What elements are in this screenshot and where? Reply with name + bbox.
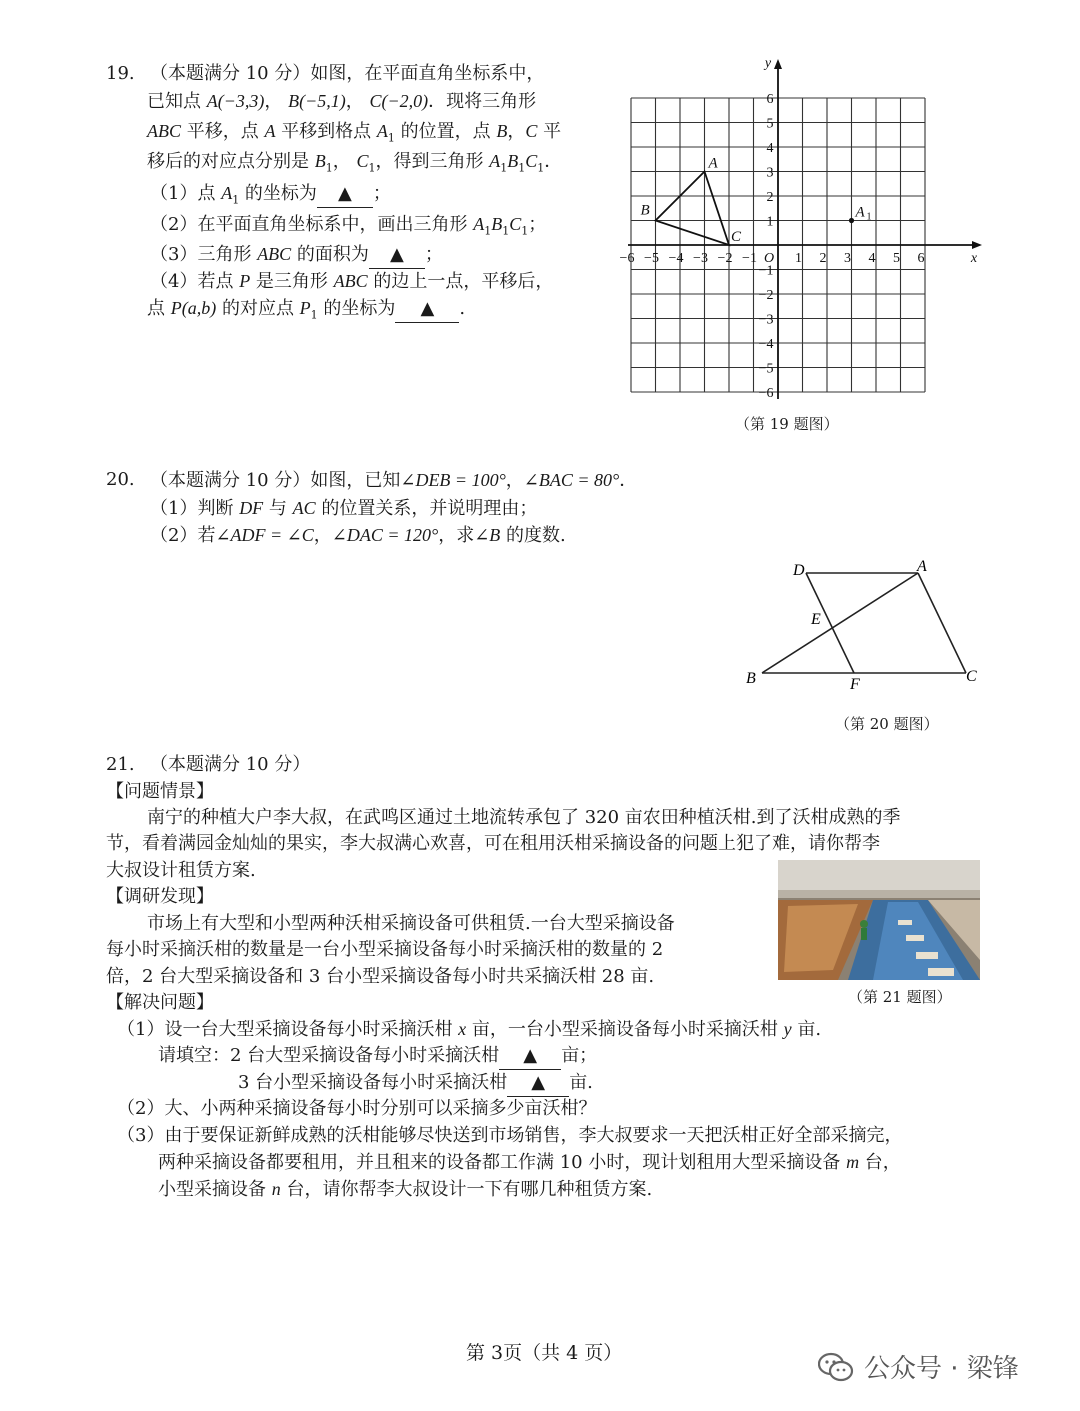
x-tick-label: 5	[893, 251, 900, 266]
label-f: F	[850, 676, 860, 693]
y-tick-label: 6	[766, 92, 774, 107]
q21-header: （本题满分 10 分）	[150, 754, 311, 775]
y-tick-label: −5	[758, 361, 774, 377]
y-tick-label: 5	[766, 116, 774, 132]
answer-blank-4[interactable]: ▲	[395, 296, 459, 323]
q19-part1: （1）点 $A_1$ 的坐标为 ▲ ；	[150, 183, 391, 207]
research-line-3: 倍，2 台大型采摘设备和 3 台小型采摘设备每小时共采摘沃柑 28 亩.	[106, 966, 655, 987]
label-c: C	[966, 668, 977, 685]
context-line-1: 南宁的种植大户李大叔，在武鸣区通过土地流转承包了 320 亩农田种植沃柑.到了沃柑成熟的季	[147, 807, 901, 828]
x-tick-label: −1	[742, 251, 757, 266]
x-tick-label: −4	[668, 251, 684, 266]
watermark-text: 公众号 · 梁锋	[864, 1354, 1019, 1384]
coordinate-grid-figure	[620, 55, 990, 405]
context-line-3: 大叔设计租赁方案.	[106, 860, 256, 881]
label-e: E	[811, 611, 821, 628]
x-tick-label: −6	[620, 251, 635, 266]
y-tick-label: −4	[758, 337, 774, 352]
y-tick-label: −6	[758, 386, 774, 401]
y-tick-label: −1	[758, 263, 774, 279]
y-tick-label: 3	[766, 165, 774, 181]
harvest-warehouse-photo	[778, 860, 980, 980]
q19-part4: （4）若点 P 是三角形 ABC 的边上一点，平移后，	[150, 271, 554, 292]
q19-part3: （3）三角形 ABC 的面积为 ▲ ；	[150, 241, 443, 269]
x-tick-label: 4	[868, 251, 876, 266]
x-tick-label: 1	[795, 251, 802, 266]
x-tick-label: −2	[717, 251, 733, 266]
answer-blank-large[interactable]: ▲	[499, 1043, 561, 1070]
q19-part2: （2）在平面直角坐标系中，画出三角形 $A_1B_1C_1$；	[150, 214, 547, 238]
y-tick-label: 2	[766, 190, 774, 205]
answer-blank-small[interactable]: ▲	[507, 1070, 569, 1097]
y-tick-label: −2	[758, 288, 774, 303]
q19-number: 19.	[106, 63, 135, 84]
q20-part1: （1）判断 DF 与 AC 的位置关系，并说明理由；	[150, 498, 538, 519]
y-tick-label: −3	[758, 312, 774, 328]
q21-part2: （2）大、小两种采摘设备每小时分别可以采摘多少亩沃柑？	[117, 1098, 597, 1119]
watermark	[818, 1348, 1019, 1385]
section-research: 【调研发现】	[106, 886, 214, 907]
label-b: B	[640, 202, 650, 219]
label-a1: A	[855, 204, 865, 221]
tick-labels	[620, 56, 978, 401]
q20-part2: （2）若∠ADF = ∠C，∠DAC = 120°，求∠B 的度数.	[150, 525, 566, 546]
research-line-2: 每小时采摘沃柑的数量是一台小型采摘设备每小时采摘沃柑的数量的 2	[106, 939, 664, 960]
origin-label: O	[763, 251, 775, 266]
q20-header: （本题满分 10 分）如图，已知∠DEB = 100°，∠BAC = 80°．	[150, 470, 638, 491]
q20-number: 20.	[106, 469, 135, 490]
q19-line3: ABC 平移，点 A 平移到格点 $A_1$ 的位置，点 B，C 平	[147, 121, 562, 145]
segment-ac	[918, 573, 966, 673]
segment-ba	[762, 573, 918, 673]
x-axis-label: x	[970, 251, 978, 266]
q21-part3-line2: 两种采摘设备都要租用，并且租来的设备都工作满 10 小时，现计划租用大型采摘设备 m 台，	[158, 1152, 901, 1173]
q19-caption: （第 19 题图）	[735, 415, 839, 433]
q21-part3-line3: 小型采摘设备 n 台，请你帮李大叔设计一下有哪几种租赁方案.	[158, 1179, 653, 1200]
q19-line2: 已知点 A(−3,3)， B(−5,1)， C(−2,0)．现将三角形	[147, 91, 537, 112]
q20-geometry-figure	[740, 555, 990, 700]
answer-blank-3[interactable]: ▲	[369, 242, 425, 269]
answer-blank-1[interactable]: ▲	[317, 181, 373, 208]
research-line-1: 市场上有大型和小型两种沃柑采摘设备可供租赁.一台大型采摘设备	[147, 913, 675, 934]
label-a: A	[708, 155, 718, 172]
x-tick-label: 2	[819, 251, 827, 266]
point-a1	[849, 218, 854, 223]
y-axis-arrow	[774, 59, 782, 69]
x-tick-label: −5	[644, 251, 659, 266]
q21-part3-line1: （3）由于要保证新鲜成熟的沃柑能够尽快送到市场销售，李大叔要求一天把沃柑正好全部采摘完，	[117, 1125, 903, 1146]
q19-line4: 移后的对应点分别是 $B_1$， $C_1$，得到三角形 $A_1B_1C_1$．	[147, 151, 563, 175]
q21-caption: （第 21 题图）	[848, 988, 952, 1006]
label-a1-sub: 1	[866, 211, 872, 223]
label-c: C	[731, 229, 742, 245]
q20-caption: （第 20 题图）	[835, 715, 939, 733]
section-problem-context: 【问题情景】	[106, 781, 214, 802]
section-solve: 【解决问题】	[106, 992, 214, 1013]
triangle-abc-shape	[656, 172, 730, 246]
y-tick-label: 4	[766, 141, 774, 156]
x-tick-label: 3	[844, 251, 851, 266]
x-axis-arrow	[972, 241, 982, 249]
context-line-2: 节，看着满园金灿灿的果实，李大叔满心欢喜，可在租用沃柑采摘设备的问题上犯了难，请你帮李	[106, 833, 880, 854]
wechat-icon	[818, 1352, 854, 1382]
triangle-abc	[641, 156, 872, 246]
q21-fill-2: 3 台小型采摘设备每小时采摘沃柑 ▲ 亩.	[238, 1070, 593, 1097]
q21-fill-1: 请填空：2 台大型采摘设备每小时采摘沃柑 ▲ 亩；	[158, 1043, 597, 1070]
q19-part4-cont: 点 P(a,b) 的对应点 $P_1$ 的坐标为 ▲ .	[147, 298, 466, 322]
x-tick-label: −3	[693, 251, 708, 266]
x-tick-label: 6	[917, 251, 925, 266]
q21-part1: （1）设一台大型采摘设备每小时采摘沃柑 x 亩，一台小型采摘设备每小时采摘沃柑 y 亩.	[117, 1019, 822, 1040]
q21-number: 21.	[106, 754, 135, 775]
y-axis-label: y	[764, 56, 772, 71]
page-footer: 第 3页（共 4 页）	[466, 1342, 623, 1364]
y-tick-label: 1	[766, 214, 774, 230]
q19-header: （本题满分 10 分）如图，在平面直角坐标系中，	[150, 63, 545, 84]
label-b: B	[746, 670, 756, 687]
label-d: D	[793, 562, 805, 579]
label-a: A	[917, 558, 927, 575]
